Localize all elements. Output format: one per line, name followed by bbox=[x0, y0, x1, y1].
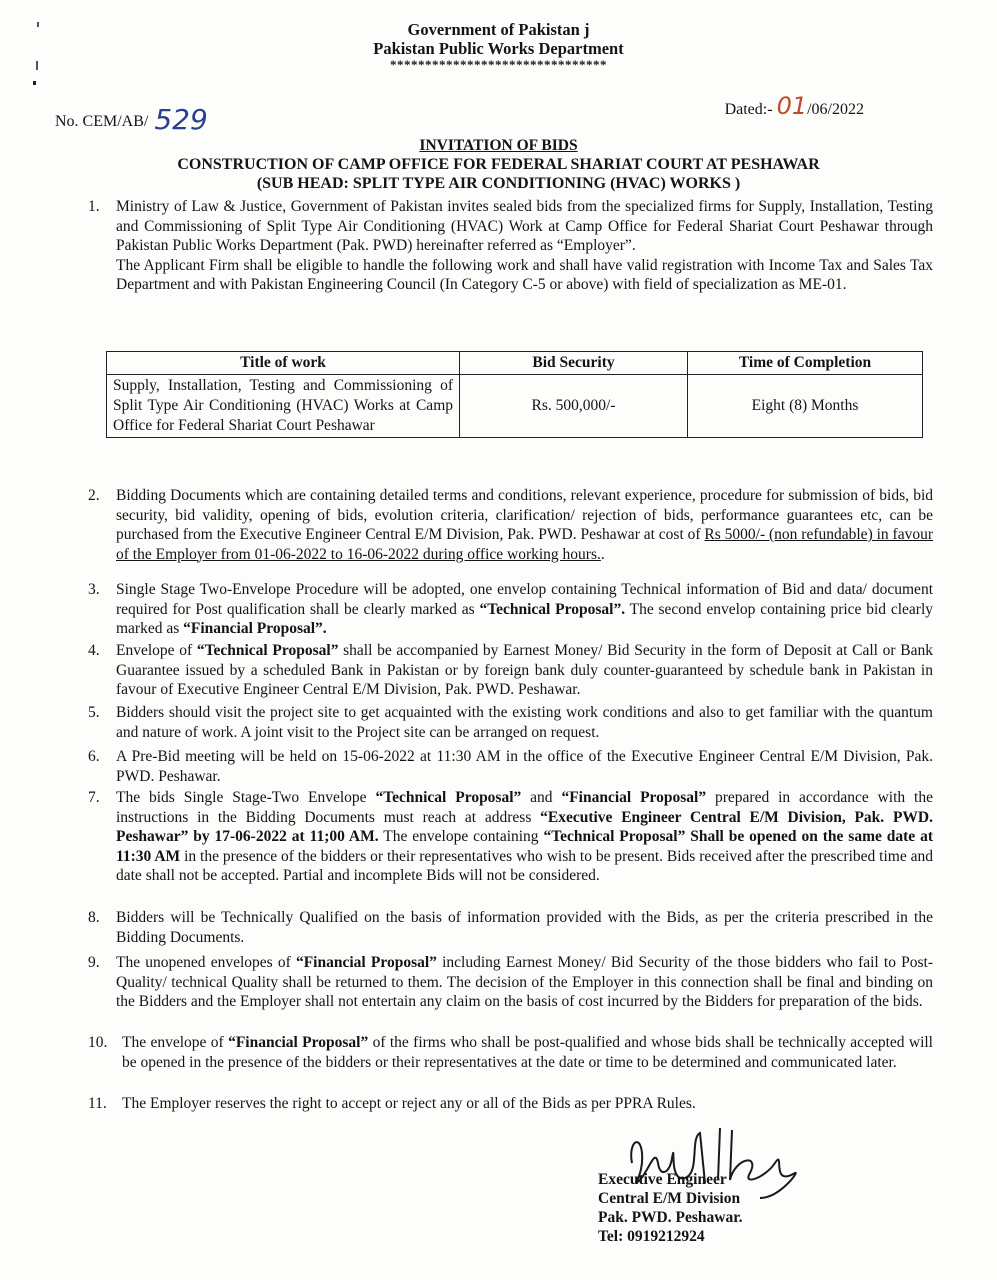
clause-number: 6. bbox=[88, 748, 100, 765]
clause-text: A Pre-Bid meeting will be held on 15-06-2022 at 11:30 AM in the office of the Executive Engineer Central E/M Division, Pak. PWD. Peshawar. bbox=[116, 748, 933, 785]
financial-proposal-label: “Financial Proposal” bbox=[228, 1034, 369, 1051]
financial-proposal-label: “Financial Proposal” bbox=[295, 954, 437, 971]
clause-text: prepared in accordance with the instructions in the Bidding Documents must reach at address bbox=[116, 789, 933, 826]
clause-7 bbox=[88, 788, 933, 886]
letterhead bbox=[0, 20, 997, 71]
clause-text: including Earnest Money/ Bid Security of the those bidders who fail to Post-Quality/ technical Quality shall be returned to them. The decision of the Employer in this connection shall be final and binding on the Bidders and the Employer shall not entertain any claim on the basis of cost incurred by the Bidders for preparation of the bids. bbox=[116, 954, 934, 1010]
clause-number: 9. bbox=[88, 954, 100, 971]
dated-prefix: Dated:- bbox=[724, 101, 773, 118]
table-header-row bbox=[107, 352, 923, 375]
fee-and-dates-text: Rs 5000/- (non refundable) in favour of the Employer from 01-06-2022 to 16-06-2022 during office working hours. bbox=[116, 526, 933, 563]
clause-5 bbox=[88, 703, 933, 742]
signatory-office: Pak. PWD. Peshawar. bbox=[598, 1209, 743, 1226]
clause-text: The envelope containing bbox=[378, 828, 544, 845]
clause-number: 5. bbox=[88, 704, 100, 721]
clause-3 bbox=[88, 580, 933, 639]
clause-text: The second envelop containing price bid clearly marked as bbox=[116, 600, 934, 637]
project-title: CONSTRUCTION OF CAMP OFFICE FOR FEDERAL SHARIAT COURT AT PESHAWAR bbox=[177, 156, 820, 173]
clause-text: shall be accompanied by Earnest Money/ Bid Security in the form of Deposit at Call or Bank Guarantee issued by a scheduled Bank in Pakistan or by foreign bank duly counter-guaranteed by schedule bank in Pakistan in favour of Executive Engineer Central E/M Division, Pak. PWD. Peshawar. bbox=[116, 642, 933, 698]
submission-address-deadline: “Executive Engineer Central E/M Division, Pak. PWD. Peshawar” by 17-06-2022 at 11;00 AM. bbox=[116, 808, 933, 845]
financial-proposal-label: “Financial Proposal”. bbox=[183, 620, 327, 637]
signatory-division: Central E/M Division bbox=[598, 1190, 741, 1207]
clause-number: 7. bbox=[88, 789, 100, 806]
clause-1 bbox=[88, 197, 933, 295]
clause-text: The bids Single Stage-Two Envelope bbox=[116, 789, 376, 806]
clause-number: 4. bbox=[88, 642, 100, 659]
technical-proposal-label: “Technical Proposal” bbox=[196, 642, 339, 659]
technical-proposal-label: “Technical Proposal” bbox=[375, 789, 522, 806]
clause-number: 10. bbox=[88, 1034, 108, 1051]
clause-text: Bidding Documents which are containing detailed terms and conditions, relevant experience, procedure for submission of bids, bid security, bid validity, opening of bids, evolution criteria, clarification/ rejection of bids, performance guarantees etc, can be purchased from the Executive Engineer Central E/M Division, Pak. PWD. Peshawar at cost of bbox=[116, 487, 933, 543]
cell-time-of-completion: Eight (8) Months bbox=[688, 375, 923, 438]
signatory-designation: Executive Engineer bbox=[598, 1171, 727, 1188]
work-table bbox=[106, 351, 923, 438]
reference-prefix: No. CEM/AB/ bbox=[55, 113, 149, 130]
opening-time: “Technical Proposal” Shall be opened on the same date at 11:30 AM bbox=[116, 828, 934, 865]
clause-text: Single Stage Two-Envelope Procedure will be adopted, one envelop containing Technical information of Bid and data/ document required for Post qualification shall be clearly marked as bbox=[116, 581, 933, 618]
clause-text: and bbox=[521, 789, 562, 806]
clause-text: The unopened envelopes of bbox=[116, 954, 296, 971]
header-time-of-completion: Time of Completion bbox=[688, 352, 923, 375]
clause-text: Bidders should visit the project site to get acquainted with the existing work conditions and also to get familiar with the quantum and nature of work. A joint visit to the Project site can be arranged on request. bbox=[116, 704, 933, 741]
clause-text: in the presence of the bidders or their representatives who wish to be present. Bids received after the prescribed time and date shall not be accepted. Partial and incomplete Bids will not be considered. bbox=[116, 847, 934, 884]
clause-10 bbox=[88, 1033, 933, 1072]
signature-block bbox=[598, 1170, 743, 1246]
clause-4 bbox=[88, 641, 933, 700]
dated-handwritten-day: 01 bbox=[776, 92, 808, 120]
clause-number: 3. bbox=[88, 581, 100, 598]
clause-11 bbox=[88, 1094, 933, 1114]
notice-heading: INVITATION OF BIDS bbox=[419, 137, 578, 154]
technical-proposal-label: “Technical Proposal”. bbox=[479, 600, 626, 618]
scan-mark bbox=[33, 81, 36, 85]
department-name: Pakistan Public Works Department bbox=[373, 39, 624, 58]
cell-title-of-work: Supply, Installation, Testing and Commissioning of Split Type Air Conditioning (HVAC) Works at Camp Office for Federal Shariat Court Peshawar bbox=[107, 375, 460, 438]
reference-number bbox=[55, 100, 208, 136]
clause-text: Ministry of Law & Justice, Government of Pakistan invites sealed bids from the specialized firms for Supply, Installation, Testing and Commissioning of Split Type Air Conditioning (HVAC) Work at Camp Office for Federal Shariat Court Peshawar through Pakistan Public Works Department (Pak. PWD) hereinafter referred as “Employer”. bbox=[116, 198, 933, 254]
date-line bbox=[725, 92, 864, 120]
eligibility-text: The Applicant Firm shall be eligible to handle the following work and shall have valid registration with Income Tax and Sales Tax Department and with Pakistan Engineering Council (In Category C-5 or above) with field of specialization as ME-01. bbox=[116, 256, 933, 293]
clause-9 bbox=[88, 953, 933, 1012]
dated-month-year: /06/2022 bbox=[807, 101, 864, 118]
clause-8 bbox=[88, 908, 933, 947]
cell-bid-security: Rs. 500,000/- bbox=[460, 375, 688, 438]
clause-number: 2. bbox=[88, 487, 100, 504]
government-name: Government of Pakistan j bbox=[407, 20, 590, 39]
clause-text: Envelope of bbox=[116, 642, 197, 659]
clause-text: The envelope of bbox=[122, 1034, 229, 1051]
signatory-telephone: Tel: 0919212924 bbox=[598, 1228, 705, 1245]
financial-proposal-label: “Financial Proposal” bbox=[561, 789, 707, 806]
clause-text: The Employer reserves the right to accept or reject any or all of the Bids as per PPRA Rules. bbox=[122, 1095, 696, 1112]
notice-titles bbox=[0, 137, 997, 193]
clause-number: 8. bbox=[88, 909, 100, 926]
clause-text: Bidders will be Technically Qualified on the basis of information provided with the Bids, as per the criteria prescribed in the Bidding Documents. bbox=[116, 909, 933, 946]
header-bid-security: Bid Security bbox=[460, 352, 688, 375]
clause-text: of the firms who shall be post-qualified and whose bids shall be technically accepted will be opened in the presence of the bidders or their representatives at the date or time to be determined and communicated later. bbox=[122, 1034, 933, 1071]
clause-number: 1. bbox=[88, 198, 100, 215]
clause-text-tail: . bbox=[600, 545, 605, 563]
sub-head: (SUB HEAD: SPLIT TYPE AIR CONDITIONING (HVAC) WORKS ) bbox=[256, 175, 741, 192]
clause-2 bbox=[88, 486, 933, 564]
header-title-of-work: Title of work bbox=[107, 352, 460, 375]
header-divider: ******************************* bbox=[390, 57, 607, 72]
clause-6 bbox=[88, 747, 933, 786]
reference-handwritten-number: 529 bbox=[154, 103, 208, 136]
table-row bbox=[107, 375, 923, 438]
clause-number: 11. bbox=[88, 1095, 107, 1112]
